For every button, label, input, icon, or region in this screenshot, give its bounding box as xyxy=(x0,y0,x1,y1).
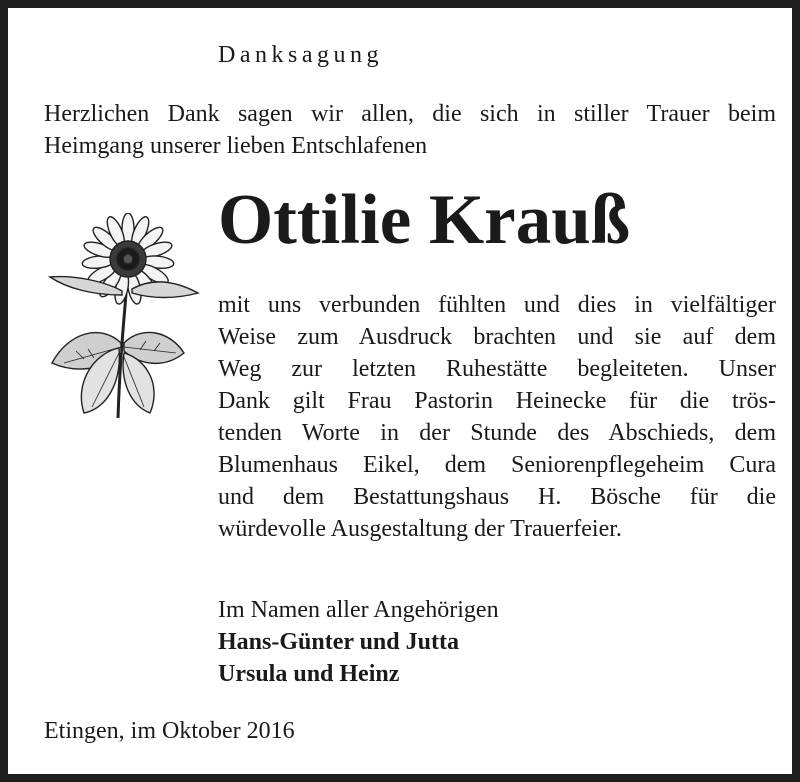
place-date: Etingen, im Oktober 2016 xyxy=(44,718,295,744)
signature-name: Hans-Günter und Jutta xyxy=(218,629,459,655)
body-line: Weg zur letzten Ruhestätte begleiteten. Unser xyxy=(218,356,776,382)
body-line: würdevolle Ausgestaltung der Trauerfeier. xyxy=(218,516,622,542)
intro-text xyxy=(44,98,776,162)
body-text xyxy=(218,289,776,545)
signature-intro: Im Namen aller Angehörigen xyxy=(218,597,499,623)
body-line: und dem Bestattungshaus H. Bösche für die xyxy=(218,484,776,510)
intro-line: Heimgang unserer lieben Entschlafenen xyxy=(44,133,428,159)
body-line: Weise zum Ausdruck brachten und sie auf dem xyxy=(218,324,776,350)
deceased-name: Ottilie Krauß xyxy=(218,181,631,259)
notice-heading: Danksagung xyxy=(218,42,383,68)
sunflower-icon xyxy=(44,213,204,423)
body-line: Blumenhaus Eikel, dem Seniorenpflegeheim Cura xyxy=(218,452,776,478)
body-line: mit uns verbunden fühlten und dies in vielfältiger xyxy=(218,292,776,318)
signature-name: Ursula und Heinz xyxy=(218,661,400,687)
signature-block xyxy=(218,594,499,690)
intro-line: Herzlichen Dank sagen wir allen, die sich in stiller Trauer beim xyxy=(44,101,776,127)
body-line: tenden Worte in der Stunde des Abschieds, dem xyxy=(218,420,776,446)
body-line: Dank gilt Frau Pastorin Heinecke für die trös- xyxy=(218,388,776,414)
